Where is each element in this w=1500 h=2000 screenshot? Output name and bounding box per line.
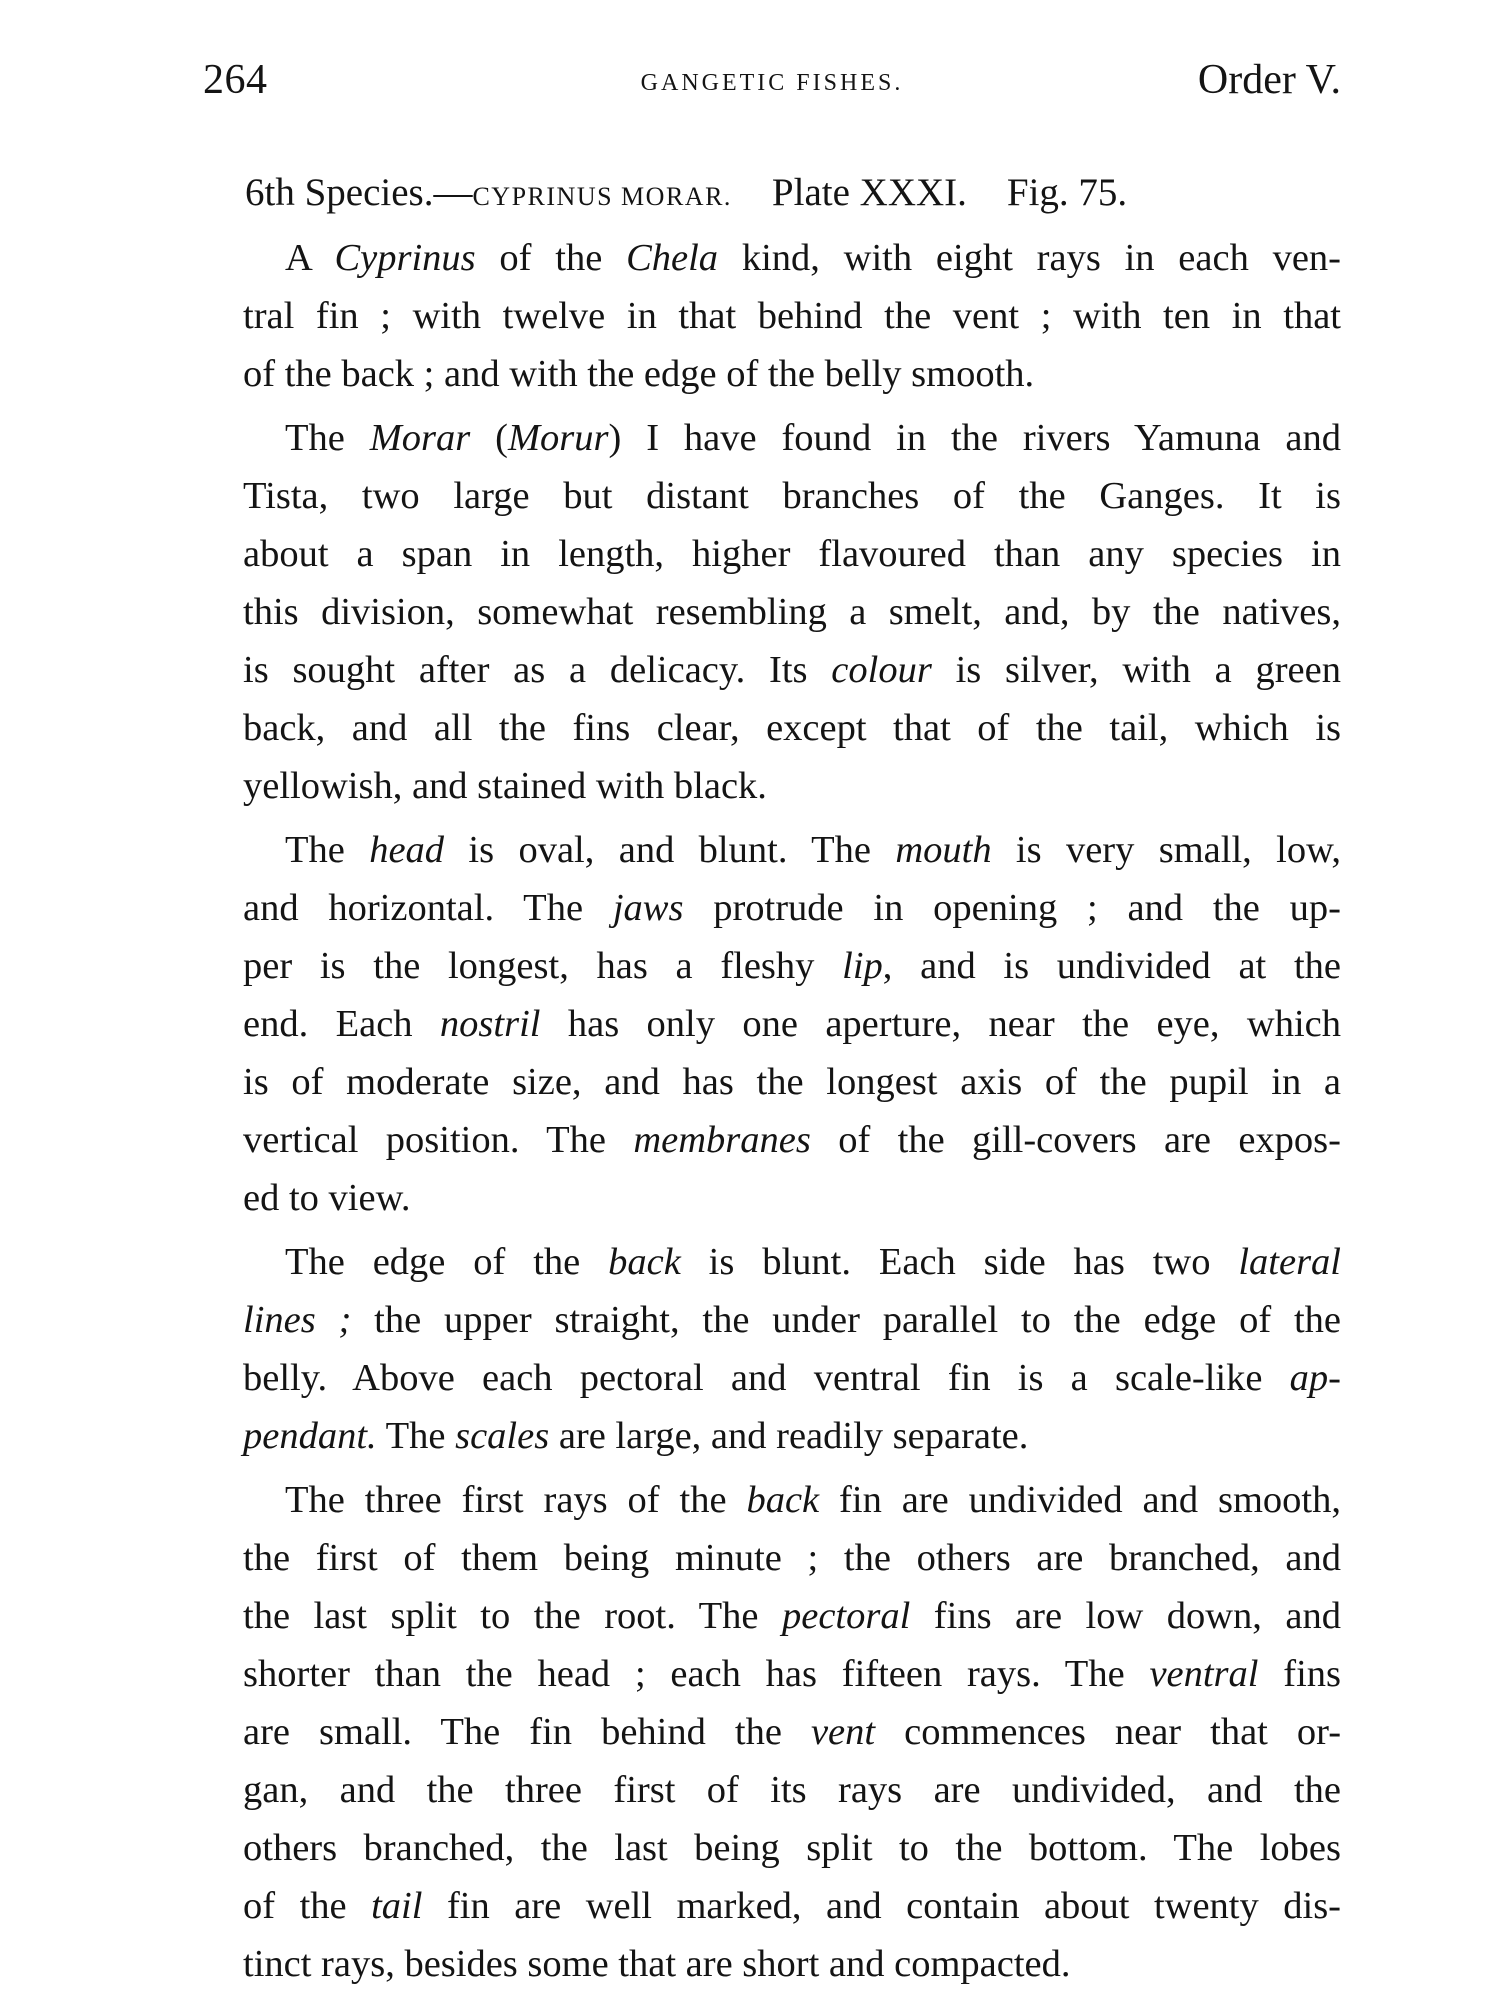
text-line: this division, somewhat resembling a smelt, and, by the natives, bbox=[243, 591, 1341, 633]
text-line: The three first rays of the back fin are undivided and smooth, bbox=[285, 1479, 1341, 1521]
text-line: A Cyprinus of the Chela kind, with eight rays in each ven- bbox=[285, 237, 1342, 279]
text-line: The head is oval, and blunt. The mouth is very small, low, bbox=[285, 829, 1342, 871]
species-name: CYPRINUS MORAR. bbox=[472, 182, 732, 211]
text-line: gan, and the three first of its rays are undivided, and the bbox=[243, 1769, 1341, 1811]
paragraph-habitat bbox=[203, 409, 1341, 815]
text-line: and horizontal. The jaws protrude in opening ; and the up- bbox=[243, 887, 1341, 929]
text-line: back, and all the fins clear, except that of the tail, which is bbox=[243, 707, 1341, 749]
species-number: 6th Species.— bbox=[245, 171, 473, 214]
paragraph-description bbox=[203, 229, 1341, 403]
text-line: Tista, two large but distant branches of the Ganges. It is bbox=[243, 475, 1341, 517]
text-line: about a span in length, higher flavoured than any species in bbox=[243, 533, 1341, 575]
running-head bbox=[203, 56, 1341, 116]
text-line: tral fin ; with twelve in that behind the vent ; with ten in that bbox=[243, 295, 1341, 337]
page-number: 264 bbox=[203, 57, 268, 103]
text-line: lines ; the upper straight, the under parallel to the edge of the bbox=[243, 1299, 1341, 1341]
figure-reference: Fig. 75. bbox=[1006, 171, 1128, 214]
paragraph-head bbox=[203, 821, 1341, 1227]
text-line: are small. The fin behind the vent commences near that or- bbox=[243, 1711, 1342, 1753]
text-line: of the back ; and with the edge of the belly smooth. bbox=[243, 353, 1035, 395]
species-heading bbox=[203, 163, 1341, 227]
text-line: The edge of the back is blunt. Each side has two lateral bbox=[285, 1241, 1342, 1283]
text-line: shorter than the head ; each has fifteen rays. The ventral fins bbox=[243, 1653, 1342, 1695]
text-line: pendant. The scales are large, and readily separate. bbox=[243, 1415, 1029, 1457]
plate-reference: Plate XXXI. bbox=[771, 171, 967, 214]
text-line: ed to view. bbox=[243, 1177, 411, 1219]
running-order: Order V. bbox=[1197, 57, 1341, 103]
text-line: vertical position. The membranes of the gill-covers are expos- bbox=[243, 1119, 1341, 1161]
text-line: belly. Above each pectoral and ventral fin is a scale-like ap- bbox=[243, 1357, 1341, 1399]
text-line: tinct rays, besides some that are short and compacted. bbox=[243, 1943, 1071, 1985]
text-line: is sought after as a delicacy. Its colour is silver, with a green bbox=[243, 649, 1341, 691]
paragraph-fins bbox=[203, 1471, 1341, 1993]
text-line: the last split to the root. The pectoral fins are low down, and bbox=[243, 1595, 1341, 1637]
text-line: The Morar (Morur) I have found in the rivers Yamuna and bbox=[285, 417, 1342, 459]
running-title: GANGETIC FISHES. bbox=[640, 70, 904, 96]
text-line: the first of them being minute ; the others are branched, and bbox=[243, 1537, 1341, 1579]
text-line: per is the longest, has a fleshy lip, and is undivided at the bbox=[243, 945, 1341, 987]
text-line: is of moderate size, and has the longest axis of the pupil in a bbox=[243, 1061, 1341, 1103]
body-text bbox=[203, 163, 1341, 1993]
text-line: yellowish, and stained with black. bbox=[243, 765, 767, 807]
text-line: end. Each nostril has only one aperture, near the eye, which bbox=[243, 1003, 1341, 1045]
text-line: of the tail fin are well marked, and contain about twenty dis- bbox=[243, 1885, 1341, 1927]
paragraph-back bbox=[203, 1233, 1341, 1465]
text-line: others branched, the last being split to the bottom. The lobes bbox=[243, 1827, 1341, 1869]
